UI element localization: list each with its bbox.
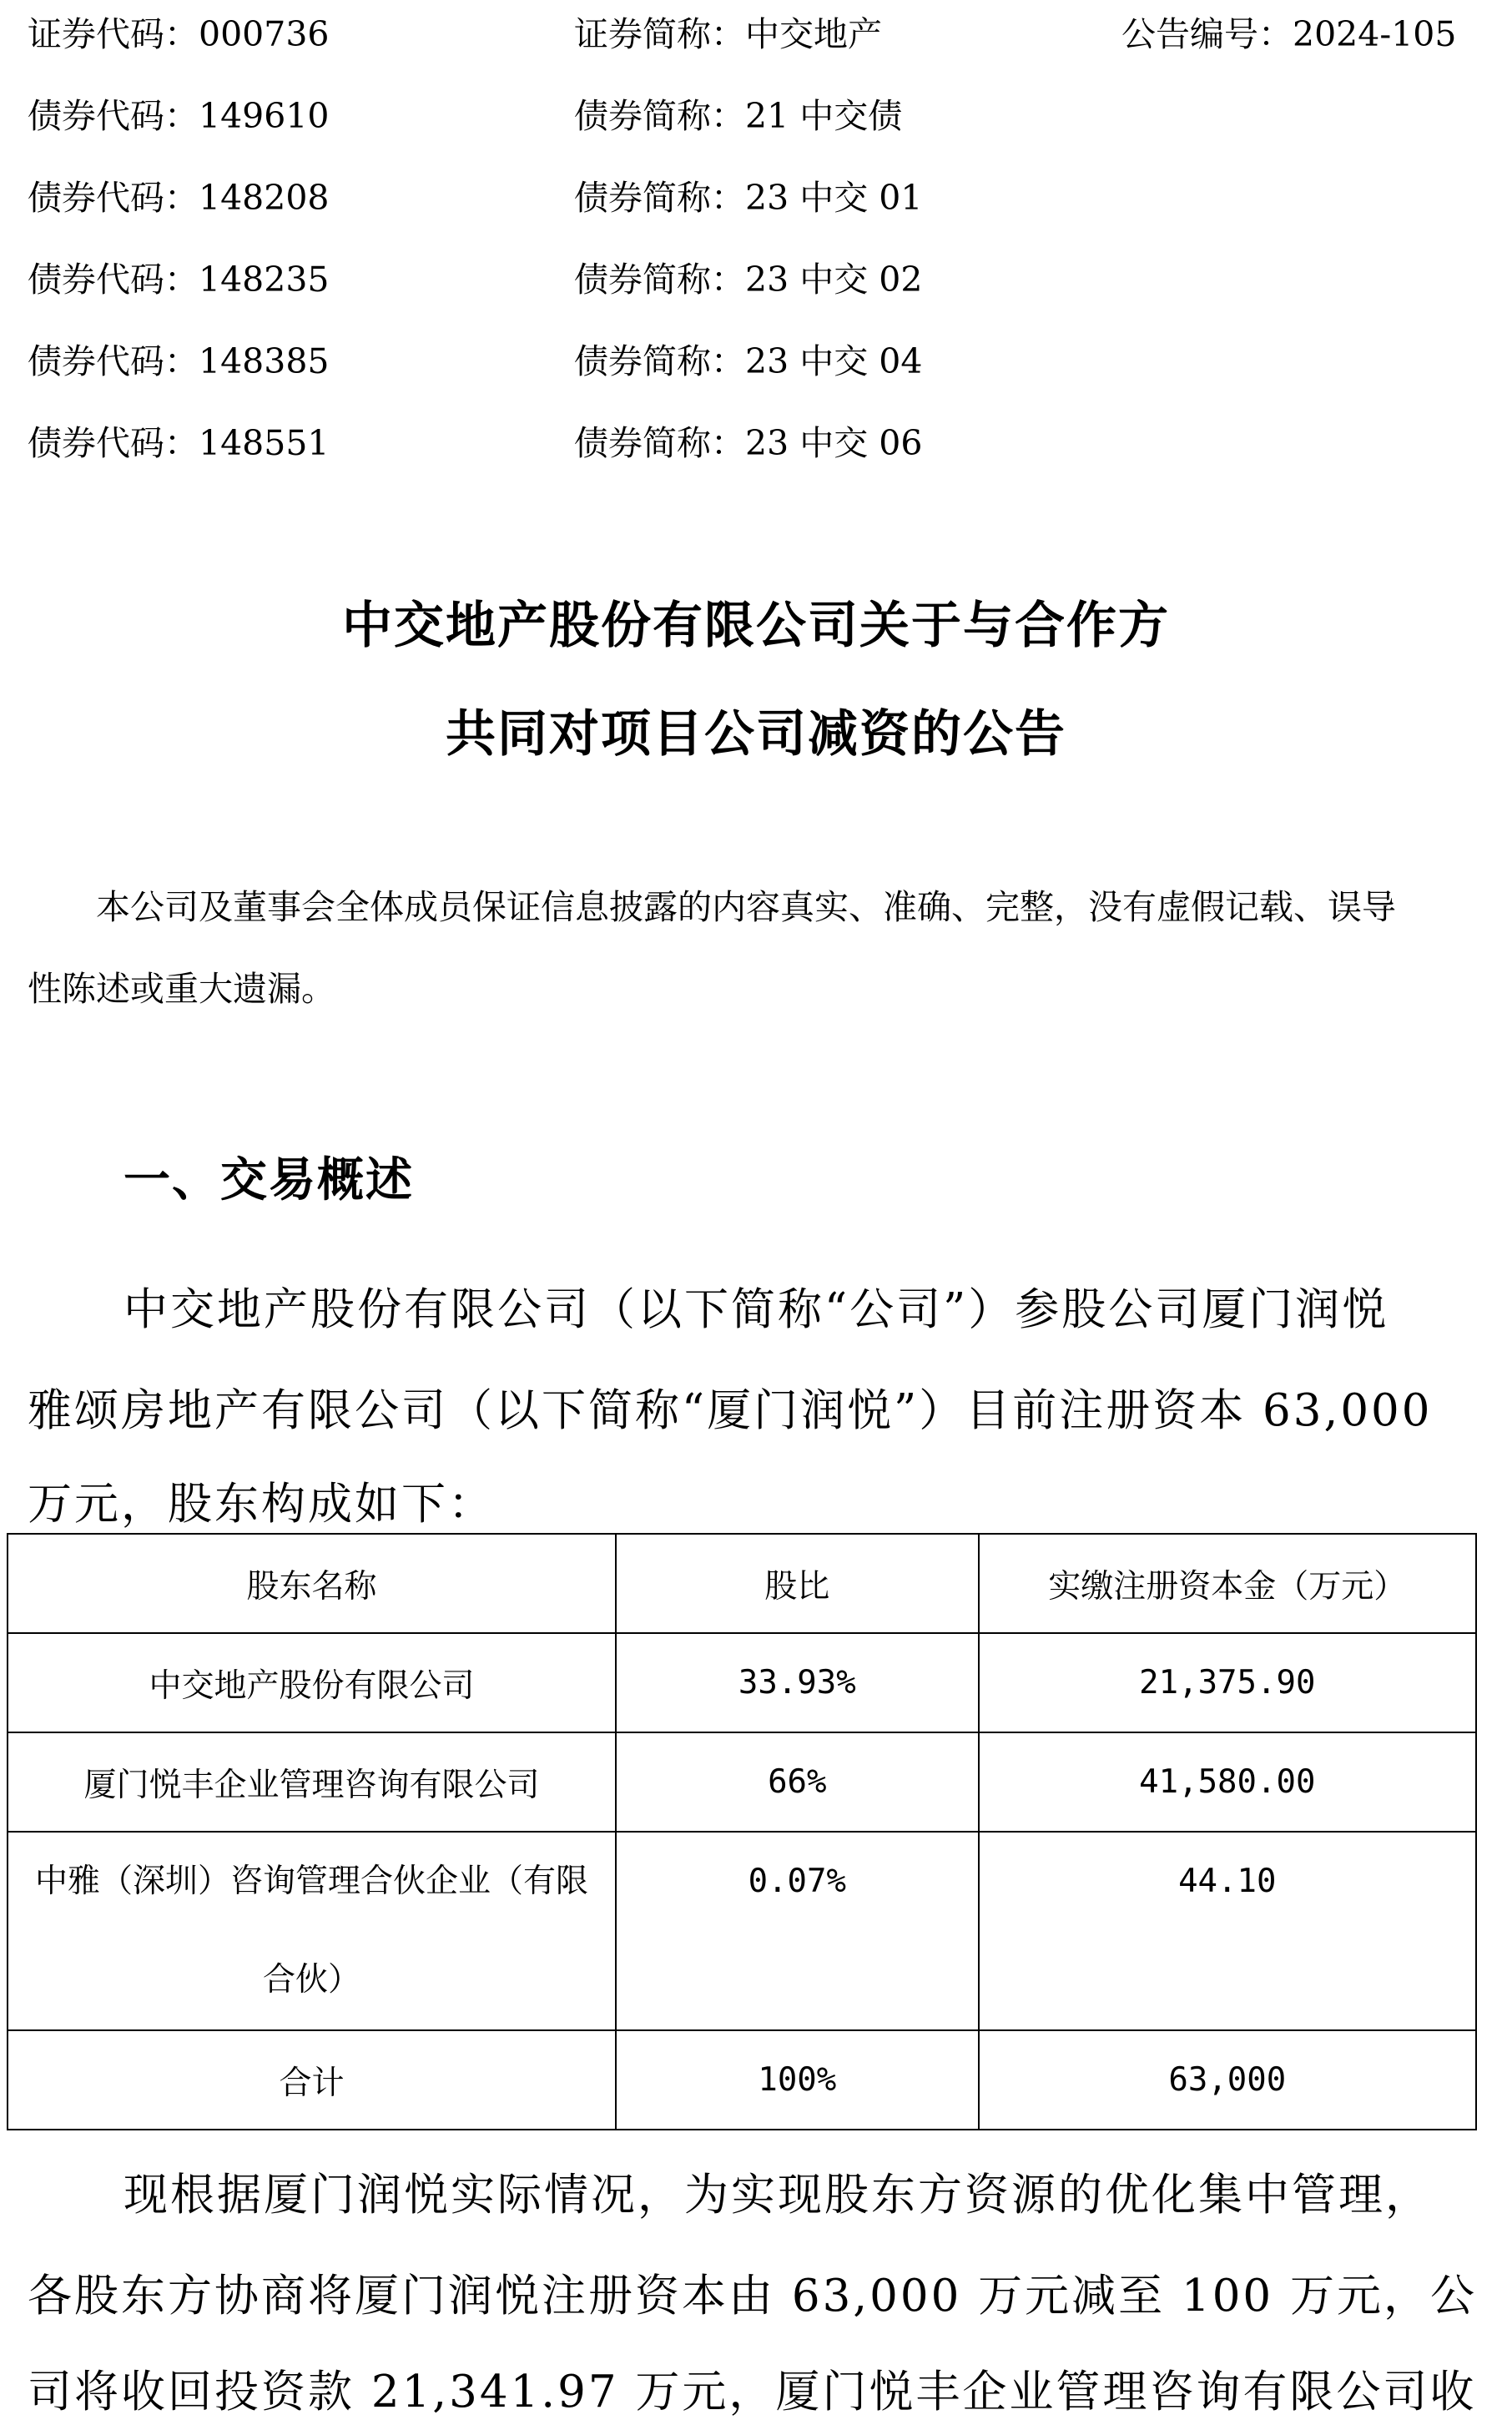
body-line-2: 各股东方协商将厦门润悦注册资本由 63,000 万元减至 100 万元，公: [28, 2271, 1477, 2322]
paid-capital: 41,580.00: [979, 1732, 1476, 1832]
shareholder-name: 中雅（深圳）咨询管理合伙企业（有限合伙）: [35, 1863, 589, 1999]
stock-code: 证券代码：000736: [28, 14, 330, 54]
table-row: [8, 1732, 1476, 1832]
bond-abbreviation: 债券简称：21 中交债: [574, 96, 903, 136]
paid-capital: 21,375.90: [979, 1633, 1476, 1732]
stock-abbreviation: 证券简称：中交地产: [574, 14, 882, 54]
bond-code: 债券代码：148551: [28, 423, 330, 463]
intro-line-2: 雅颂房地产有限公司（以下简称“厦门润悦”）目前注册资本 63,000: [28, 1385, 1433, 1436]
disclaimer-line-2: 性陈述或重大遗漏。: [28, 969, 335, 1009]
bond-code: 债券代码：149610: [28, 96, 330, 136]
column-header-name: 股东名称: [8, 1534, 616, 1633]
table-row: [8, 1633, 1476, 1732]
total-ratio: 100%: [616, 2030, 979, 2130]
total-label: 合计: [8, 2030, 616, 2130]
share-ratio: 66%: [616, 1732, 979, 1832]
bond-code: 债券代码：148208: [28, 178, 330, 218]
page-title-line-2: 共同对项目公司减资的公告: [446, 705, 1066, 764]
notice-number: 公告编号：2024-105: [1121, 14, 1457, 54]
body-line-1: 现根据厦门润悦实际情况，为实现股东方资源的优化集中管理，: [123, 2170, 1432, 2221]
bond-abbreviation: 债券简称：23 中交 01: [574, 178, 923, 218]
table-row: [8, 1832, 1476, 2030]
paid-capital: 44.10: [979, 1832, 1476, 2030]
disclaimer-line-1: 本公司及董事会全体成员保证信息披露的内容真实、准确、完整，没有虚假记载、误导: [96, 887, 1396, 927]
shareholder-name: 厦门悦丰企业管理咨询有限公司: [8, 1732, 616, 1832]
shareholder-table: [7, 1533, 1477, 2130]
section-heading: 一、交易概述: [123, 1153, 414, 1207]
bond-abbreviation: 债券简称：23 中交 04: [574, 341, 923, 381]
shareholder-name: 中交地产股份有限公司: [8, 1633, 616, 1732]
column-header-ratio: 股比: [616, 1534, 979, 1633]
page-title-line-1: 中交地产股份有限公司关于与合作方: [342, 597, 1170, 655]
share-ratio: 0.07%: [616, 1832, 979, 2030]
table-header-row: [8, 1534, 1476, 1633]
share-ratio: 33.93%: [616, 1633, 979, 1732]
body-line-3: 司将收回投资款 21,341.97 万元，厦门悦丰企业管理咨询有限公司收: [28, 2367, 1477, 2417]
bond-abbreviation: 债券简称：23 中交 02: [574, 260, 923, 300]
table-row-total: [8, 2030, 1476, 2130]
shareholder-name-cell: [8, 1832, 616, 2030]
intro-line-3: 万元，股东构成如下：: [28, 1479, 495, 1530]
total-capital: 63,000: [979, 2030, 1476, 2130]
bond-code: 债券代码：148385: [28, 341, 330, 381]
intro-line-1: 中交地产股份有限公司（以下简称“公司”）参股公司厦门润悦: [123, 1284, 1389, 1335]
column-header-capital: 实缴注册资本金（万元）: [979, 1534, 1476, 1633]
bond-abbreviation: 债券简称：23 中交 06: [574, 423, 923, 463]
bond-code: 债券代码：148235: [28, 260, 330, 300]
